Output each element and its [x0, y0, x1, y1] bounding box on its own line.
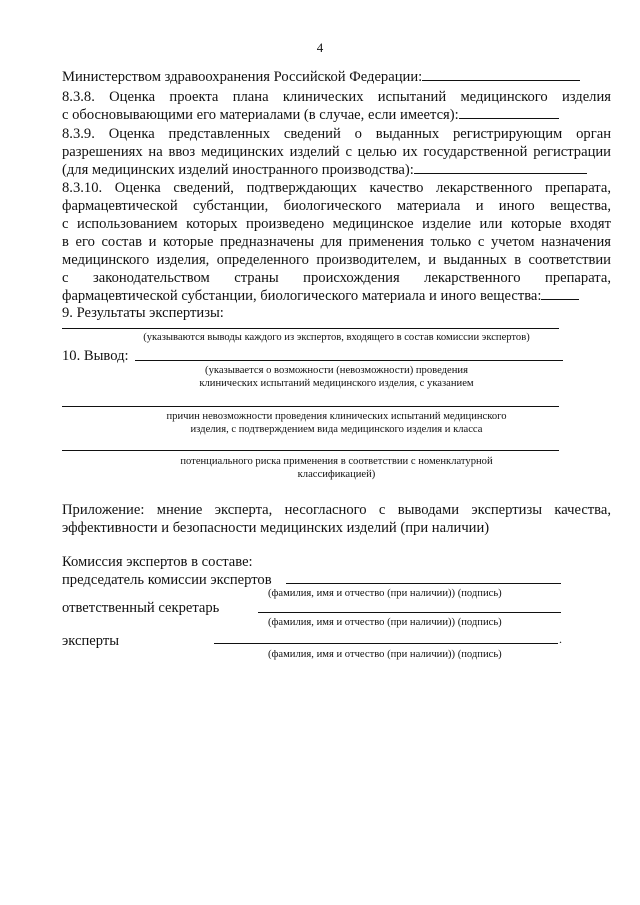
conclusion-caption-6: классификацией)	[297, 469, 376, 480]
text-line: 8.3.8. Оценка проекта плана клинических испытаний медицинского изделия	[62, 89, 611, 105]
text-l3: с обосновывающими его материалами (в случае, если имеется):	[62, 107, 459, 123]
text-line: медицинского изделия, определенного производителем, и выданных в соответствии	[62, 252, 611, 268]
fill-blank[interactable]	[459, 106, 559, 119]
fill-blank[interactable]	[414, 161, 587, 174]
text-line	[62, 106, 611, 124]
page-number: 4	[316, 40, 324, 55]
conclusion-caption-4: изделия, с подтверждением вида медицинского изделия и класса	[190, 424, 483, 435]
conclusion-label: 10. Вывод:	[62, 348, 129, 364]
experts-label: эксперты	[62, 633, 120, 649]
text-line: с законодательством страны происхождения лекарственного препарата,	[62, 270, 611, 286]
text-line: в его состав и которые предназначены для применения только с учетом назначения	[62, 234, 611, 250]
text-line: 8.3.9. Оценка представленных сведений о выданных регистрирующим орган	[62, 126, 611, 142]
fill-blank[interactable]	[422, 68, 580, 81]
conclusion-input-line[interactable]	[62, 406, 559, 407]
experts-signature-caption: (фамилия, имя и отчество (при наличии)) (подпись)	[268, 649, 502, 660]
conclusion-caption-5: потенциального риска применения в соответствии с номенклатурной	[180, 456, 493, 467]
text-line: фармацевтической субстанции, биологического материала и иного вещества,	[62, 198, 611, 214]
appendix-text: Приложение: мнение эксперта, несогласного с выводами экспертизы качества,	[62, 502, 611, 518]
secretary-label: ответственный секретарь	[62, 600, 220, 616]
fill-blank[interactable]	[541, 287, 579, 300]
secretary-signature-caption: (фамилия, имя и отчество (при наличии)) (подпись)	[268, 617, 502, 628]
experts-signature-line[interactable]	[214, 643, 558, 644]
appendix-text: эффективности и безопасности медицинских изделий (при наличии)	[62, 520, 490, 536]
chair-signature-line[interactable]	[286, 583, 561, 584]
text-l13: фармацевтической субстанции, биологического материала и иного вещества:	[62, 288, 542, 304]
line-end-dot: .	[559, 632, 562, 646]
section-results-heading: 9. Результаты экспертизы:	[62, 305, 224, 321]
conclusion-caption-1: (указывается о возможности (невозможности) проведения	[205, 365, 468, 376]
conclusion-input-line[interactable]	[135, 360, 563, 361]
chair-signature-caption: (фамилия, имя и отчество (при наличии)) (подпись)	[268, 588, 502, 599]
text-l1: Министерством здравоохранения Российской Федерации:	[62, 69, 423, 85]
conclusion-caption-2: клинических испытаний медицинского изделия, с указанием	[199, 378, 474, 389]
secretary-signature-line[interactable]	[258, 612, 561, 613]
text-line	[62, 68, 611, 86]
text-line: 8.3.10. Оценка сведений, подтверждающих качество лекарственного препарата,	[62, 180, 611, 196]
chair-label: председатель комиссии экспертов	[62, 572, 272, 588]
text-line: с использованием которых произведено медицинское изделие или которые входят	[62, 216, 611, 232]
results-caption: (указываются выводы каждого из экспертов, входящего в состав комиссии экспертов)	[143, 332, 530, 343]
conclusion-caption-3: причин невозможности проведения клинических испытаний медицинского	[166, 411, 507, 422]
text-line	[62, 161, 611, 179]
text-line: разрешениях на ввоз медицинских изделий с целью их государственной регистрации	[62, 144, 611, 160]
text-line	[62, 287, 611, 305]
results-input-line[interactable]	[62, 328, 559, 329]
conclusion-input-line[interactable]	[62, 450, 559, 451]
text-l6: (для медицинских изделий иностранного производства):	[62, 162, 414, 178]
commission-heading: Комиссия экспертов в составе:	[62, 554, 253, 570]
